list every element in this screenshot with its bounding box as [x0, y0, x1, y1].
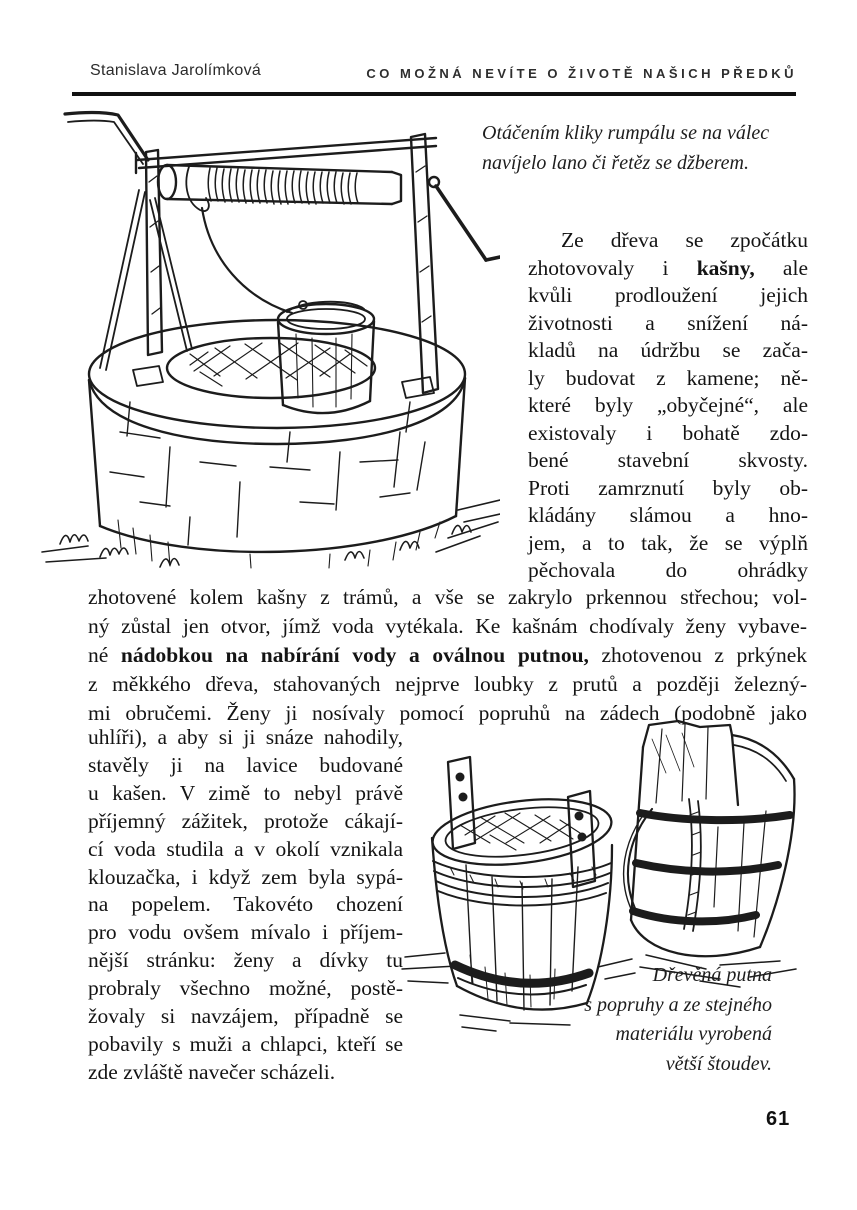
header-author: Stanislava Jarolímková	[90, 62, 262, 79]
well-rope	[202, 208, 292, 313]
text-line	[528, 530, 808, 558]
text-segment: kládány slámou a hno-	[528, 503, 808, 527]
text-segment: na popelem. Takovéto chození	[88, 892, 403, 917]
text-segment: zhotovené kolem kašny z trámů, a vše se zakrylo prkennou střechou; vol-	[88, 585, 807, 609]
text-line	[528, 392, 808, 420]
text-segment: materiálu vyrobená	[615, 1023, 772, 1045]
text-line	[88, 947, 403, 975]
text-line	[88, 1003, 403, 1031]
text-segment: bené stavební skvosty.	[528, 448, 808, 472]
text-segment: probraly všechno možné, postě-	[88, 976, 403, 1001]
text-line	[502, 1020, 772, 1050]
text-line	[528, 227, 808, 255]
text-line	[88, 975, 403, 1003]
text-line	[528, 337, 808, 365]
text-line	[528, 557, 808, 585]
text-segment: Ze dřeva se zpočátku	[561, 228, 808, 252]
text-line	[482, 148, 782, 178]
text-line	[502, 991, 772, 1021]
page-number: 61	[766, 1108, 791, 1130]
text-segment: u kašen. V zimě to nebyl právě	[88, 780, 403, 805]
text-segment: ný zůstal jen otvor, jímž voda vytékala. Ke kašnám chodívaly ženy vybave-	[88, 614, 807, 638]
well-rim	[89, 320, 465, 444]
text-segment: s popruhy a ze stejného	[584, 993, 772, 1016]
text-line	[528, 282, 808, 310]
text-segment: kladů na údržbu se zača-	[528, 338, 808, 362]
text-segment: stavěly ji na lavice budované	[88, 752, 403, 777]
body-right-column	[528, 227, 808, 585]
text-segment: pěchovala do ohrádky	[528, 558, 808, 582]
text-segment: Proti zamrznutí byly ob-	[528, 475, 808, 500]
text-segment: klouzačka, i když zem byla sypá-	[88, 864, 403, 889]
text-line	[88, 612, 807, 641]
text-segment: zhotovovaly i	[528, 255, 697, 280]
text-segment: ale	[754, 255, 808, 280]
well-grass	[42, 500, 500, 567]
text-line	[88, 752, 403, 780]
header-book-title: CO MOŽNÁ NEVÍTE O ŽIVOTĚ NAŠICH PŘEDKŮ	[366, 66, 797, 81]
text-segment: pro vodu ovšem mívalo i příjem-	[88, 920, 403, 945]
text-line	[88, 836, 403, 864]
text-line	[88, 724, 403, 752]
text-segment: existovaly i bohatě zdo-	[528, 420, 808, 445]
text-segment: větší štoudev.	[665, 1052, 772, 1075]
text-line	[502, 1050, 772, 1080]
text-line	[88, 1031, 403, 1059]
text-segment: které byly „obyčejné“, ale	[528, 393, 808, 417]
text-line	[528, 255, 808, 283]
text-line	[528, 447, 808, 475]
text-line	[88, 583, 807, 612]
text-line	[88, 1059, 403, 1087]
text-segment: navíjelo lano či řetěz se džberem.	[482, 152, 749, 174]
caption-putna	[502, 961, 772, 1079]
well-right-crank	[429, 177, 500, 260]
text-line	[88, 641, 807, 670]
caption-windlass	[482, 118, 782, 178]
text-line	[88, 808, 403, 836]
text-line	[528, 420, 808, 448]
text-segment: životnosti a snížení ná-	[528, 310, 808, 335]
text-segment: kvůli prodloužení jejich	[528, 283, 808, 307]
text-line	[88, 919, 403, 947]
text-segment: pobavily s muži a chlapci, kteří se	[88, 1031, 403, 1056]
text-segment: příjemný zážitek, protože cákají-	[88, 808, 403, 833]
text-segment: jem, a to tak, že se výplň	[528, 530, 808, 555]
text-segment: žovaly si navzájem, případně se	[88, 1004, 403, 1029]
text-line	[88, 670, 807, 699]
text-segment: Dřevěná putna	[652, 964, 772, 986]
well-roller	[158, 164, 401, 211]
header-rule	[72, 92, 796, 96]
text-segment: zde zvláště navečer scházeli.	[88, 1059, 336, 1084]
text-line	[528, 365, 808, 393]
body-left-column	[88, 724, 403, 1087]
body-full-width	[88, 583, 807, 728]
text-segment: z měkkého dřeva, stahovaných nejprve loubky z prutů a později železný-	[88, 672, 807, 696]
putna-drawing	[624, 721, 796, 987]
text-line	[482, 118, 782, 148]
text-segment: ly budovat z kamene; ně-	[528, 365, 808, 390]
text-line	[528, 310, 808, 338]
text-line	[528, 475, 808, 503]
text-line	[88, 864, 403, 892]
text-segment: zhotovenou z prkýnek	[588, 643, 807, 667]
bold-text-segment: nádobkou na nabírání vody a oválnou putnou,	[120, 643, 589, 667]
text-segment: uhlíři), a aby si ji snáze nahodily,	[88, 725, 403, 749]
text-segment: mi obručemi. Ženy ji nosívaly pomocí popruhů na zádech (podobně jako	[88, 701, 807, 725]
text-line	[502, 961, 772, 991]
text-segment: né	[88, 643, 121, 667]
well-posts	[100, 134, 438, 398]
text-line	[88, 780, 403, 808]
bold-text-segment: kašny,	[696, 255, 755, 280]
well-body	[89, 378, 465, 568]
text-line	[88, 891, 403, 919]
well-windlass-illustration	[40, 102, 500, 570]
text-segment: nější stránku: ženy a dívky tu	[88, 948, 403, 973]
text-segment: cí voda studila a v okolí vznikala	[88, 836, 403, 861]
text-segment: Otáčením kliky rumpálu se na válec	[482, 122, 770, 144]
text-line	[528, 502, 808, 530]
